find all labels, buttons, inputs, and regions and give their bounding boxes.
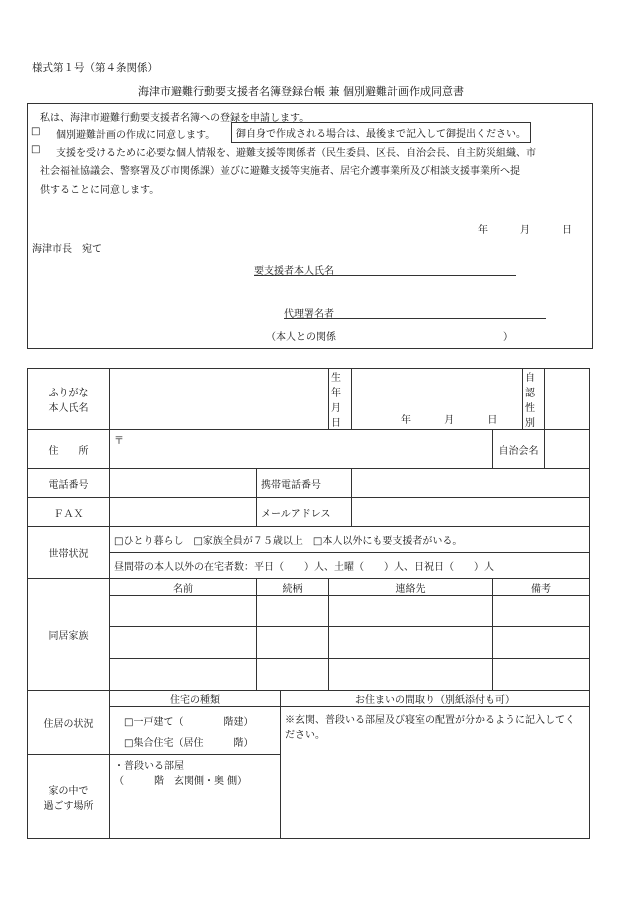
place-label-2: 過ごす場所 — [43, 800, 94, 812]
proxy-label: 代理署名者 — [284, 309, 334, 320]
consent-checkbox-plan[interactable]: □ — [31, 126, 41, 137]
email-field[interactable] — [352, 498, 590, 527]
place-label — [28, 755, 110, 839]
addressee: 海津市長 宛て — [32, 244, 102, 255]
fax-row — [28, 498, 590, 527]
relation-open: （本人との関係 — [266, 332, 336, 343]
birth-day: 日 — [487, 415, 498, 426]
family-name-field[interactable] — [110, 627, 257, 659]
birth-field[interactable] — [352, 369, 523, 430]
mobile-label: 携帯電話番号 — [257, 469, 352, 498]
family-col-relation: 続柄 — [257, 579, 329, 596]
name-row — [28, 369, 590, 430]
household-options[interactable]: □ひとり暮らし □家族全員が７５歳以上 □本人以外にも要支援者がいる。 — [110, 527, 590, 553]
applicant-name-label: 要支援者本人氏名 — [254, 266, 334, 277]
family-relation-field[interactable] — [257, 596, 329, 627]
housing-type-label: 住宅の種類 — [110, 691, 281, 707]
consent-line-3c: 供することに同意します。 — [40, 185, 160, 196]
family-name-field[interactable] — [110, 596, 257, 627]
phone-row — [28, 469, 590, 498]
email-label: メールアドレス — [257, 498, 352, 527]
gender-label-2: 性別 — [525, 403, 535, 429]
birth-month: 月 — [444, 415, 455, 426]
name-label-cell — [28, 369, 110, 430]
housing-row — [28, 707, 590, 755]
family-contact-field[interactable] — [329, 627, 493, 659]
daytime-row — [28, 553, 590, 579]
name-field[interactable] — [110, 369, 329, 430]
phone-label: 電話番号 — [28, 469, 110, 498]
phone-field[interactable] — [110, 469, 257, 498]
family-relation-field[interactable] — [257, 627, 329, 659]
house-detached[interactable]: □一戸建て（ 階建） — [124, 716, 254, 728]
family-row — [28, 596, 590, 627]
registration-table — [27, 368, 590, 839]
mobile-field[interactable] — [352, 469, 590, 498]
family-notes-field[interactable] — [493, 627, 590, 659]
usual-room-field[interactable] — [110, 755, 281, 839]
birth-label-2: 月日 — [331, 403, 341, 429]
gender-label-1: 自認 — [525, 373, 535, 399]
housing-header-row — [28, 691, 590, 707]
family-notes-field[interactable] — [493, 596, 590, 627]
family-contact-field[interactable] — [329, 659, 493, 691]
date-year: 年 — [478, 225, 488, 236]
consent-checkbox-info[interactable]: □ — [31, 144, 41, 155]
household-label: 世帯状況 — [28, 527, 110, 579]
furigana-label: ふりがな — [48, 388, 89, 399]
form-number: 様式第１号（第４条関係） — [32, 62, 158, 74]
consent-line-2: 個別避難計画の作成に同意します。 — [56, 130, 216, 141]
family-col-name: 名前 — [110, 579, 257, 596]
place-label-1: 家の中で — [48, 785, 89, 797]
self-fill-note: 御自身で作成される場合は、最後まで記入して御提出ください。 — [231, 122, 531, 143]
jichikai-label: 自治会名 — [493, 430, 545, 469]
floorplan-area[interactable] — [281, 707, 590, 839]
address-row — [28, 430, 590, 469]
name-label: 本人氏名 — [48, 403, 89, 414]
family-name-field[interactable] — [110, 659, 257, 691]
family-row — [28, 659, 590, 691]
gender-label-cell — [523, 369, 545, 430]
address-label: 住 所 — [28, 430, 110, 469]
family-col-contact: 連絡先 — [329, 579, 493, 596]
layout-title: お住まいの間取り（別紙添付も可） — [281, 691, 590, 707]
gender-field[interactable] — [545, 369, 590, 430]
household-row — [28, 527, 590, 553]
housing-label: 住居の状況 — [28, 691, 110, 755]
layout-note-1: ※玄関、普段いる部屋及び寝室の配置が分かるように記入してく — [285, 715, 575, 726]
consent-line-3a: 支援を受けるために必要な個人情報を、避難支援等関係者（民生委員、区長、自治会長、自主防災組織、市 — [56, 148, 536, 159]
family-contact-field[interactable] — [329, 596, 493, 627]
daytime-occupants[interactable]: 昼間帯の本人以外の在宅者数：平日（ ）人、土曜（ ）人、日祝日（ ）人 — [110, 553, 590, 579]
date-month: 月 — [520, 225, 530, 236]
page-title: 海津市避難行動要支援者名簿登録台帳 兼 個別避難計画作成同意書 — [138, 85, 464, 98]
house-apartment[interactable]: □集合住宅（居住 階） — [124, 737, 254, 749]
postal-mark: 〒 — [114, 436, 124, 447]
family-notes-field[interactable] — [493, 659, 590, 691]
family-col-notes: 備考 — [493, 579, 590, 596]
birth-label-1: 生年 — [331, 373, 341, 399]
relation-close: ） — [503, 332, 513, 343]
family-row — [28, 627, 590, 659]
birth-year: 年 — [401, 415, 411, 426]
family-relation-field[interactable] — [257, 659, 329, 691]
consent-line-1: 私は、海津市避難行動要支援者名簿への登録を申請します。 — [40, 113, 310, 124]
usual-room-label: ・普段いる部屋 — [114, 761, 184, 772]
consent-line-3b: 社会福祉協議会、警察署及び市関係課）並びに避難支援等実施者、居宅介護事業所及び相談支援事業所へ提 — [40, 166, 520, 177]
family-header-row — [28, 579, 590, 596]
layout-note-2: ださい。 — [285, 730, 325, 741]
proxy-line[interactable] — [284, 318, 546, 319]
applicant-name-line[interactable] — [254, 275, 516, 276]
date-day: 日 — [562, 225, 572, 236]
housing-type-options[interactable] — [110, 707, 281, 755]
fax-field[interactable] — [110, 498, 257, 527]
family-label: 同居家族 — [28, 579, 110, 691]
jichikai-field[interactable] — [545, 430, 590, 469]
birth-label-cell — [329, 369, 352, 430]
address-field[interactable] — [110, 430, 493, 469]
fax-label: ＦＡＸ — [28, 498, 110, 527]
usual-room-detail: （ 階 玄関側・奥 側） — [114, 776, 248, 787]
